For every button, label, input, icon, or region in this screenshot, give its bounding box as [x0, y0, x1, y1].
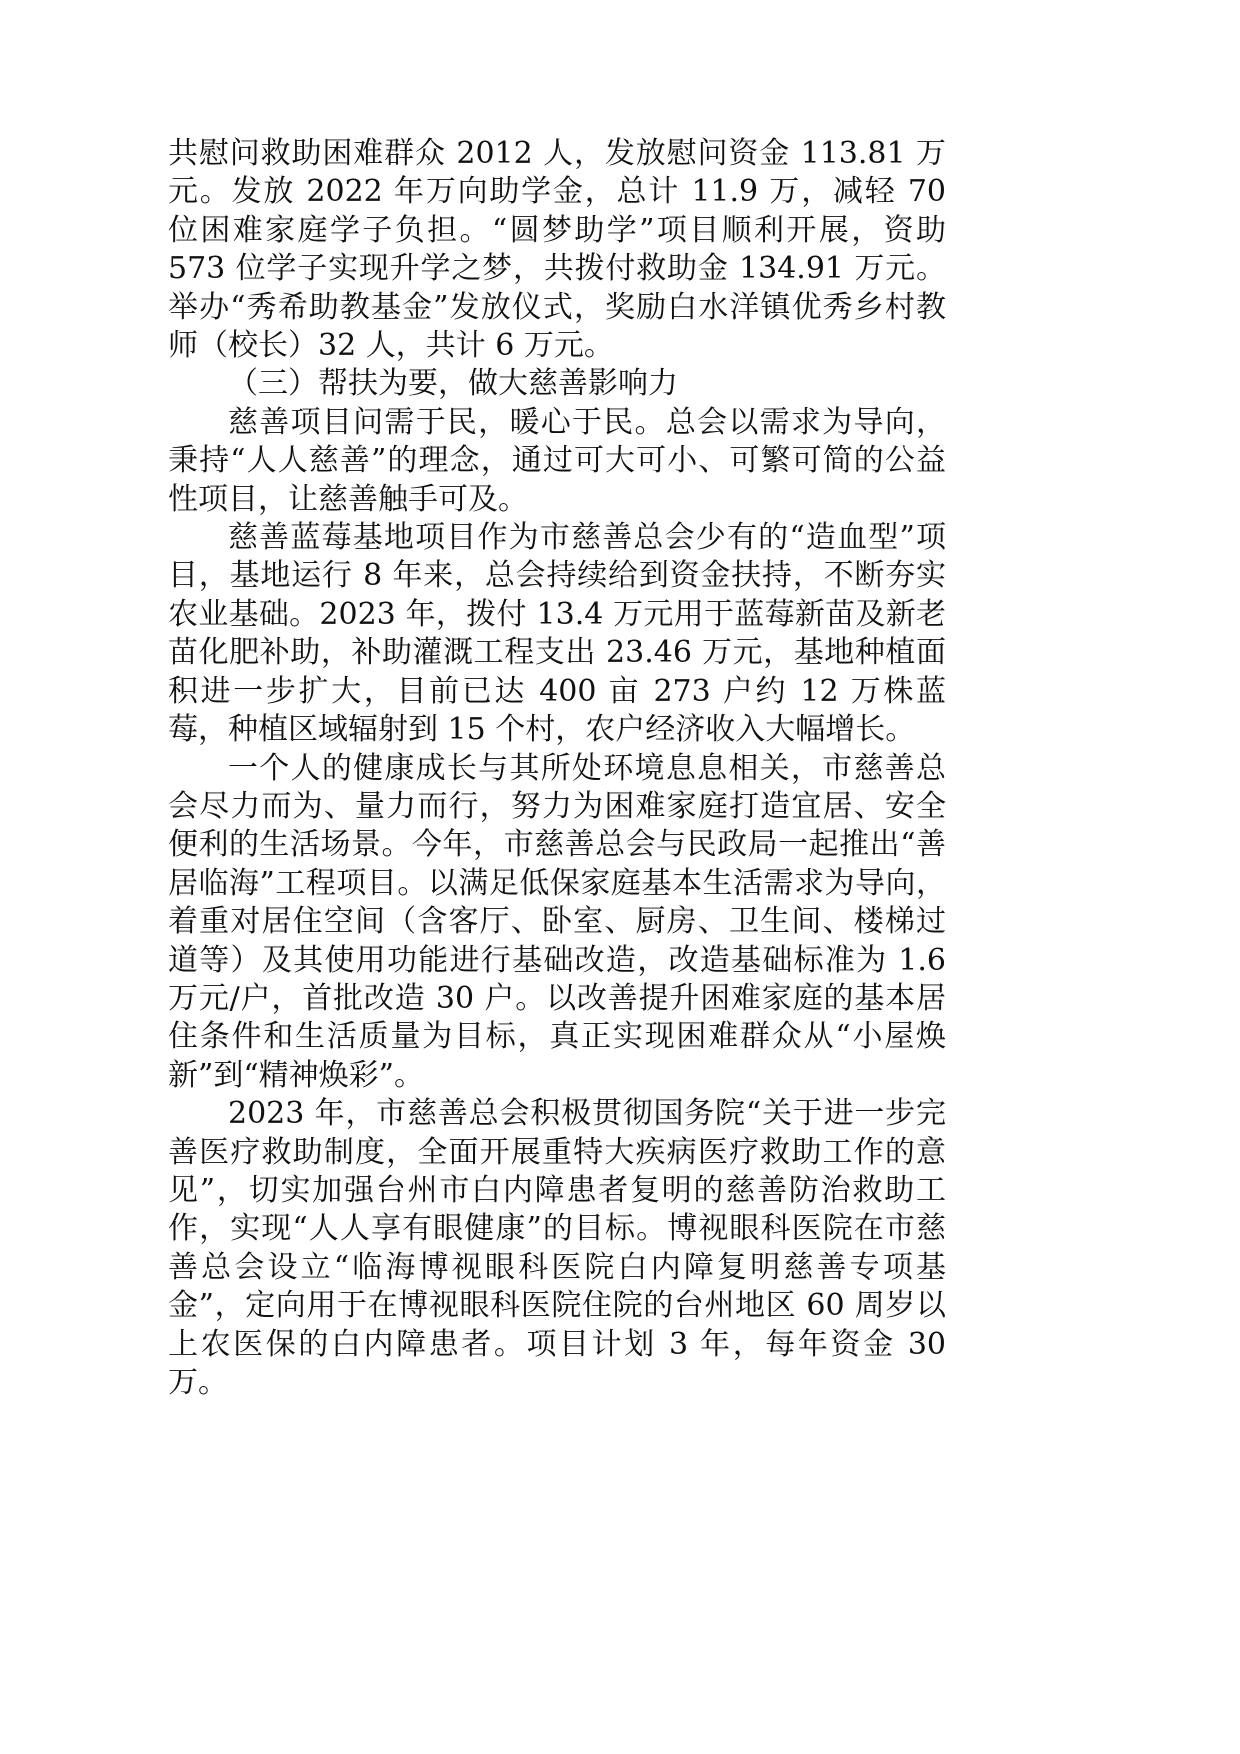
section-heading: （三）帮扶为要，做大慈善影响力: [228, 366, 678, 402]
paragraph-cataract-fund: 2023 年，市慈善总会积极贯彻国务院“关于进一步完善医疗救助制度，全面开展重特大疾病医疗救助工作的意见”，切实加强台州市白内障患者复明的慈善防治救助工作，实现“人人享有眼健康”的目标。博视眼科医院在市慈善总会设立“临海博视眼科医院白内障复明慈善专项基金”，定向用于在博视眼科医院住院的台州地区 60 周岁以上农医保的白内障患者。项目计划 3 年，每年资金 30 万。: [168, 1096, 946, 1400]
paragraph-relief-summary: 共慰问救助困难群众 2012 人，发放慰问资金 113.81 万元。发放 2022 年万向助学金，总计 11.9 万，减轻 70 位困难家庭学子负担。“圆梦助学”项目顺利开展，资助 573 位学子实现升学之梦，共拨付救助金 134.91 万元。举办“秀希助教基金”发放仪式，奖励白水洋镇优秀乡村教师（校长）32 人，共计 6 万元。: [168, 136, 946, 364]
paragraph-charity-projects: 慈善项目问需于民，暖心于民。总会以需求为导向，秉持“人人慈善”的理念，通过可大可小、可繁可简的公益性项目，让慈善触手可及。: [168, 404, 946, 517]
paragraph-housing-project: 一个人的健康成长与其所处环境息息相关，市慈善总会尽力而为、量力而行，努力为困难家庭打造宜居、安全便利的生活场景。今年，市慈善总会与民政局一起推出“善居临海”工程项目。以满足低保家庭基本生活需求为导向，着重对居住空间（含客厅、卧室、厨房、卫生间、楼梯过道等）及其使用功能进行基础改造，改造基础标准为 1.6 万元/户，首批改造 30 户。以改善提升困难家庭的基本居住条件和生活质量为目标，真正实现困难群众从“小屋焕新”到“精神焕彩”。: [168, 750, 946, 1093]
paragraph-blueberry-base: 慈善蓝莓基地项目作为市慈善总会少有的“造血型”项目，基地运行 8 年来，总会持续给到资金扶持，不断夯实农业基础。2023 年，拨付 13.4 万元用于蓝莓新苗及新老苗化肥补助，补助灌溉工程支出 23.46 万元，基地种植面积进一步扩大，目前已达 400 亩 273 户约 12 万株蓝莓，种植区域辐射到 15 个村，农户经济收入大幅增长。: [168, 520, 946, 748]
document-body: [168, 135, 946, 1402]
